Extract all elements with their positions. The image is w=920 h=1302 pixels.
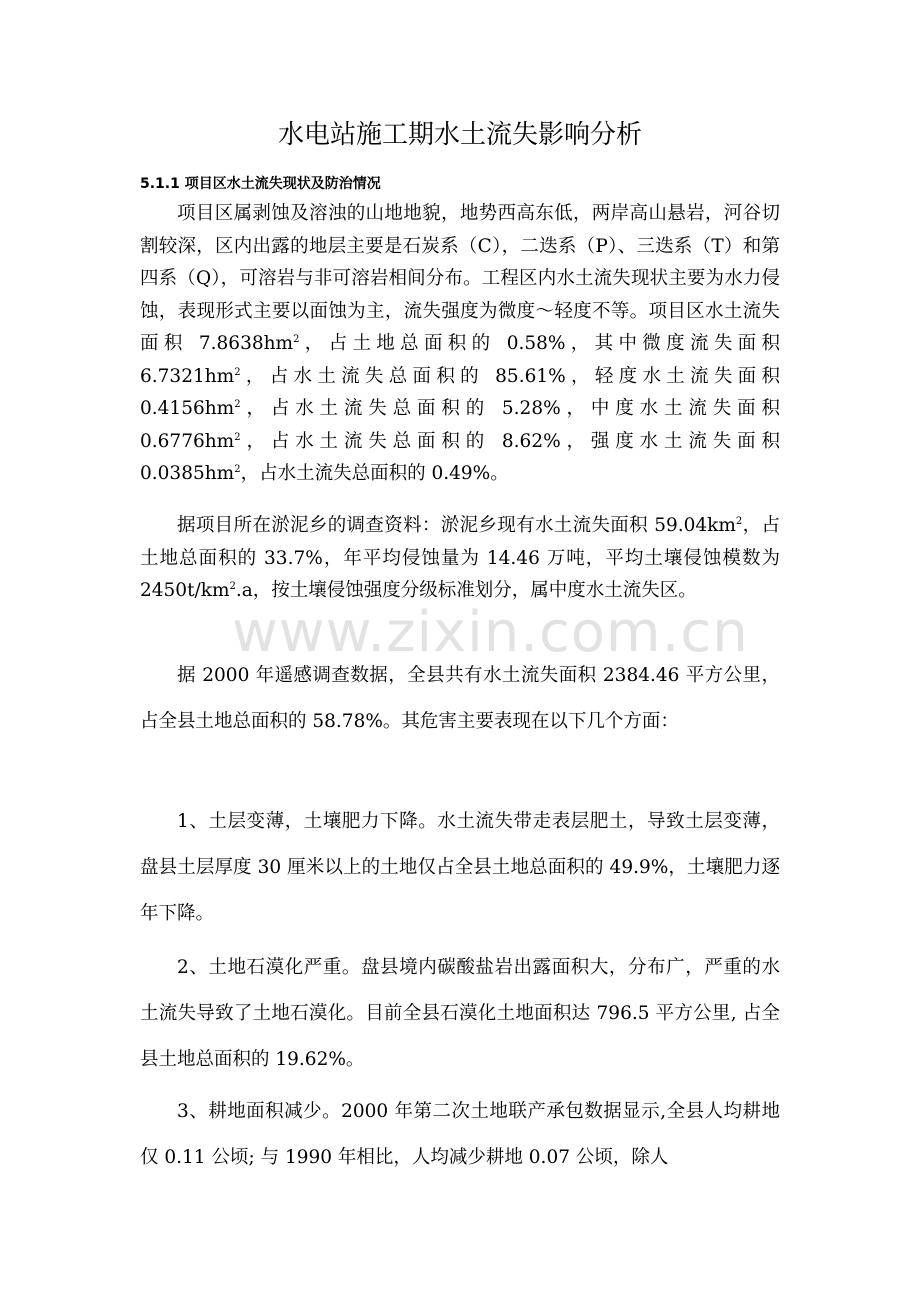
superscript: 2 [229,580,236,592]
superscript: 2 [234,463,241,475]
document-title: 水电站施工期水土流失影响分析 [277,120,642,150]
superscript: 2 [234,431,241,443]
paragraph-erosion-status [140,198,780,491]
superscript: 2 [735,515,743,527]
text-segment: ，占水土流失总面积的 5.28%，中度水土流失面积 0.6776hm [140,398,780,452]
superscript: 2 [293,333,300,345]
text-segment: ，占水土流失总面积的 8.62%，强度水土流失面积 0.0385hm [140,430,780,484]
paragraph-county-remote-sensing: 据 2000 年遥感调查数据，全县共有水土流失面积 2384.46 平方公里，占全县土地总面积的 58.78%。其危害主要表现在以下几个方面： [140,665,780,732]
section-heading: 5.1.1 项目区水土流失现状及防治情况 [140,176,381,192]
text-segment: .a，按土壤侵蚀强度分级标准划分，属中度水土流失区。 [235,580,697,601]
watermark: www.zixin.com.cn [232,600,749,665]
paragraph-soil-thinning: 1、土层变薄，土壤肥力下降。水土流失带走表层肥土，导致土层变薄，盘县土层厚度 30 厘米以上的土地仅占全县土地总面积的 49.9%，土壤肥力逐年下降。 [140,811,780,924]
text-segment: 据项目所在淤泥乡的调查资料：淤泥乡现有水土流失面积 59.04km [177,515,736,536]
superscript: 2 [234,398,241,410]
text-segment: ，占土地总面积的 33.7%，年平均侵蚀量为 14.46 万吨，平均土壤侵蚀模数为 2450t/km [140,515,780,601]
paragraph-township-survey [140,510,780,608]
superscript: 2 [234,366,241,378]
text-segment: ，占土地总面积的 0.58%，其中微度流失面积 6.7321hm [140,333,780,387]
text-segment: ，占水土流失总面积的 85.61%，轻度水土流失面积 0.4156hm [140,365,780,419]
text-segment: 项目区属剥蚀及溶浊的山地地貌，地势西高东低，两岸高山悬岩，河谷切割较深，区内出露的地层主要是石炭系（C），二迭系（P）、三迭系（T）和第四系（Q），可溶岩与非可溶岩相间分布。工程区内水土流失现状主要为水力侵蚀，表现形式主要以面蚀为主，流失强度为微度～轻度不等。项目区水土流失面积 7.8638hm [140,203,780,354]
paragraph-farmland-reduction: 3、耕地面积减少。2000 年第二次土地联产承包数据显示,全县人均耕地仅 0.11 公顷; 与 1990 年相比，人均减少耕地 0.07 公顷，除人 [140,1101,780,1168]
text-segment: ，占水土流失总面积的 0.49%。 [240,463,509,484]
paragraph-rocky-desertification: 2、土地石漠化严重。盘县境内碳酸盐岩出露面积大，分布广，严重的水土流失导致了土地石漠化。目前全县石漠化土地面积达 796.5 平方公里, 占全县土地总面积的 19.62%。 [140,957,780,1070]
